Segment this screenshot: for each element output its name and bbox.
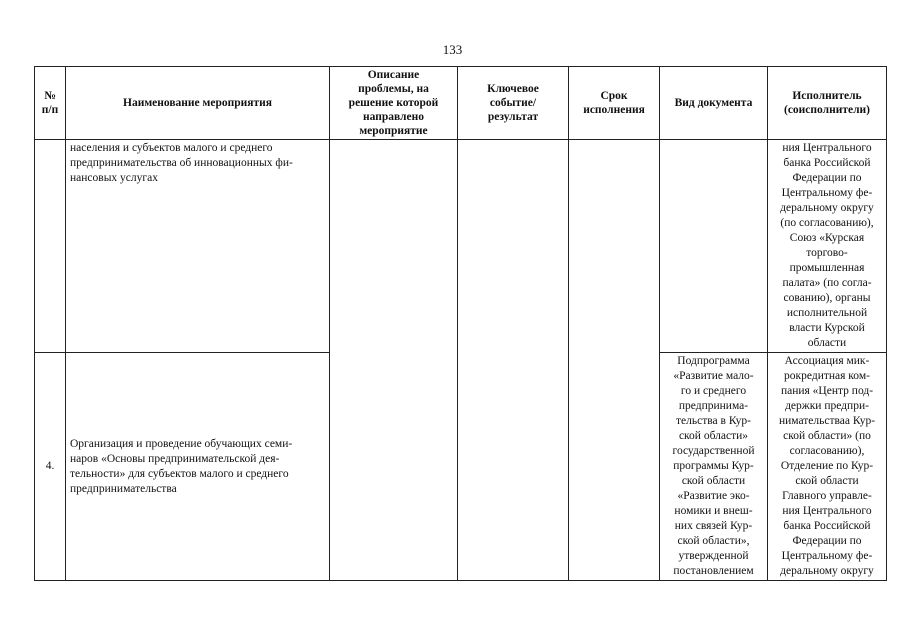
- row-problem: [330, 140, 458, 581]
- row-deadline: [569, 140, 660, 581]
- header-num: № п/п: [35, 67, 66, 140]
- header-deadline: Срок исполнения: [569, 67, 660, 140]
- row-doc-type: Подпрограмма «Развитие мало- го и среднего предпринима- тельства в Кур- ской области» государственной программы Кур- ской области «Развитие эко- номики и внеш- них связей Кур- ской области», утвержденной постановлением: [660, 353, 768, 581]
- measures-table: [34, 66, 887, 581]
- row-doc-type: [660, 140, 768, 353]
- page-number: 133: [442, 42, 463, 57]
- row-num: 4.: [35, 353, 66, 581]
- row-executor: Ассоциация мик- рокредитная ком- пания «Центр под- держки предпри- нимательстваа Кур- ской области» (по согласованию), Отделение по Кур- ской области Главного управле- ния Центрального банка Российской Федерации по Центральному фе- деральному округу: [768, 353, 887, 581]
- header-executor: Исполнитель (соисполнители): [768, 67, 887, 140]
- table-header-row: [35, 67, 887, 140]
- header-event: Ключевое событие/ результат: [458, 67, 569, 140]
- row-name: Организация и проведение обучающих семи- наров «Основы предпринимательской дея- тельности» для субъектов малого и среднего предпринимательства: [66, 353, 330, 581]
- row-executor: ния Центрального банка Российской Федерации по Центральному фе- деральному округу (по согласованию), Союз «Курская торгово- промышленная палата» (по согла- сованию), органы исполнительной власти Курской области: [768, 140, 887, 353]
- row-num: [35, 140, 66, 353]
- header-problem: Описание проблемы, на решение которой направлено мероприятие: [330, 67, 458, 140]
- row-name: населения и субъектов малого и среднего предпринимательства об инновационных фи- нансовых услугах: [66, 140, 330, 353]
- header-doc-type: Вид документа: [660, 67, 768, 140]
- header-name: Наименование мероприятия: [66, 67, 330, 140]
- table-row: [35, 140, 887, 353]
- row-event: [458, 140, 569, 581]
